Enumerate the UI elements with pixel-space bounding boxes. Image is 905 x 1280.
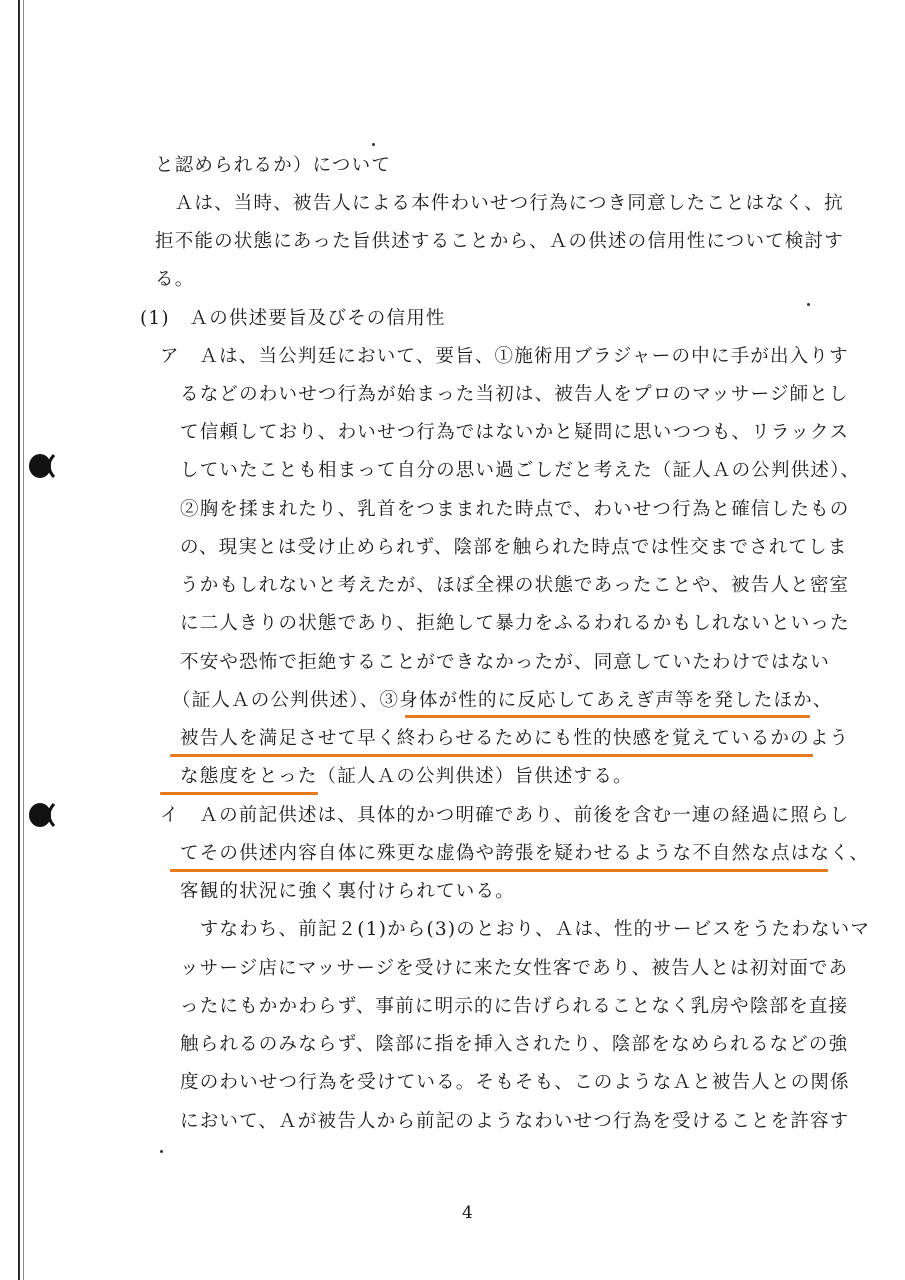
page-number: 4 [462, 1203, 473, 1223]
punch-hole-icon [28, 801, 66, 829]
text-line: る。 [155, 269, 195, 290]
text-line: に二人きりの状態であり、拒絶して暴力をふるわれるかもしれないといった [180, 613, 850, 634]
text-line: すなわち、前記２(1)から(3)のとおり、Ａは、性的サービスをうたわないマ [180, 919, 871, 940]
text-line: な態度をとった（証人Ａの公判供述）旨供述する。 [180, 766, 633, 787]
text-line: ②胸を揉まれたり、乳首をつままれた時点で、わいせつ行為と確信したもの [180, 499, 850, 520]
binding-edge-shadow [23, 0, 24, 1280]
text-line: ッサージ店にマッサージを受けに来た女性客であり、被告人とは初対面であ [180, 958, 849, 979]
punch-hole-icon [28, 452, 66, 480]
text-line: 不安や恐怖で拒絶することができなかったが、同意していたわけではない [180, 652, 831, 673]
highlight-underline [405, 715, 810, 718]
text-line: うかもしれないと考えたが、ほぼ全裸の状態であったことや、被告人と密室 [180, 575, 850, 596]
scan-speck [372, 143, 375, 146]
section-heading: (1) Ａの供述要旨及びその信用性 [140, 308, 446, 329]
text-line: ア Ａは、当公判廷において、要旨、①施術用ブラジャーの中に手が出入りす [160, 346, 849, 367]
text-line: と認められるか）について [155, 155, 392, 176]
text-line: Ａは、当時、被告人による本件わいせつ行為につき同意したことはなく、抗 [155, 193, 844, 214]
text-line: していたことも相まって自分の思い過ごしだと考えた（証人Ａの公判供述）、 [180, 460, 861, 481]
text-line: の、現実とは受け止められず、陰部を触られた時点では性交までされてしま [180, 537, 848, 558]
text-line: 度のわいせつ行為を受けている。そもそも、このようなＡと被告人との関係 [180, 1072, 850, 1093]
binding-edge [18, 0, 20, 1280]
highlight-underline [170, 869, 828, 872]
text-line: 触られるのみならず、陰部に指を挿入されたり、陰部をなめられるなどの強 [180, 1034, 849, 1055]
text-line: において、Ａが被告人から前記のようなわいせつ行為を受けることを許容す [180, 1111, 850, 1132]
text-line: 被告人を満足させて早く終わらせるためにも性的快感を覚えているかのよう [180, 728, 850, 749]
highlight-underline [170, 754, 813, 757]
text-line: 拒不能の状態にあった旨供述することから、Ａの供述の信用性について検討す [155, 231, 844, 252]
text-line: て信頼しており、わいせつ行為ではないかと疑問に思いつつも、リラックス [180, 422, 850, 443]
highlight-underline [160, 792, 318, 795]
text-line: ったにもかかわらず、事前に明示的に告げられることなく乳房や陰部を直接 [180, 996, 849, 1017]
text-line: るなどのわいせつ行為が始まった当初は、被告人をプロのマッサージ師とし [180, 384, 849, 405]
text-line: 客観的状況に強く裏付けられている。 [180, 881, 515, 902]
text-line: （証人Ａの公判供述）、③身体が性的に反応してあえぎ声等を発したほか、 [172, 690, 833, 711]
text-line: イ Ａの前記供述は、具体的かつ明確であり、前後を含む一連の経過に照らし [160, 805, 850, 826]
text-line: てその供述内容自体に殊更な虚偽や誇張を疑わせるような不自然な点はなく、 [180, 843, 870, 864]
scan-speck [807, 303, 810, 306]
scan-speck [160, 1150, 163, 1153]
